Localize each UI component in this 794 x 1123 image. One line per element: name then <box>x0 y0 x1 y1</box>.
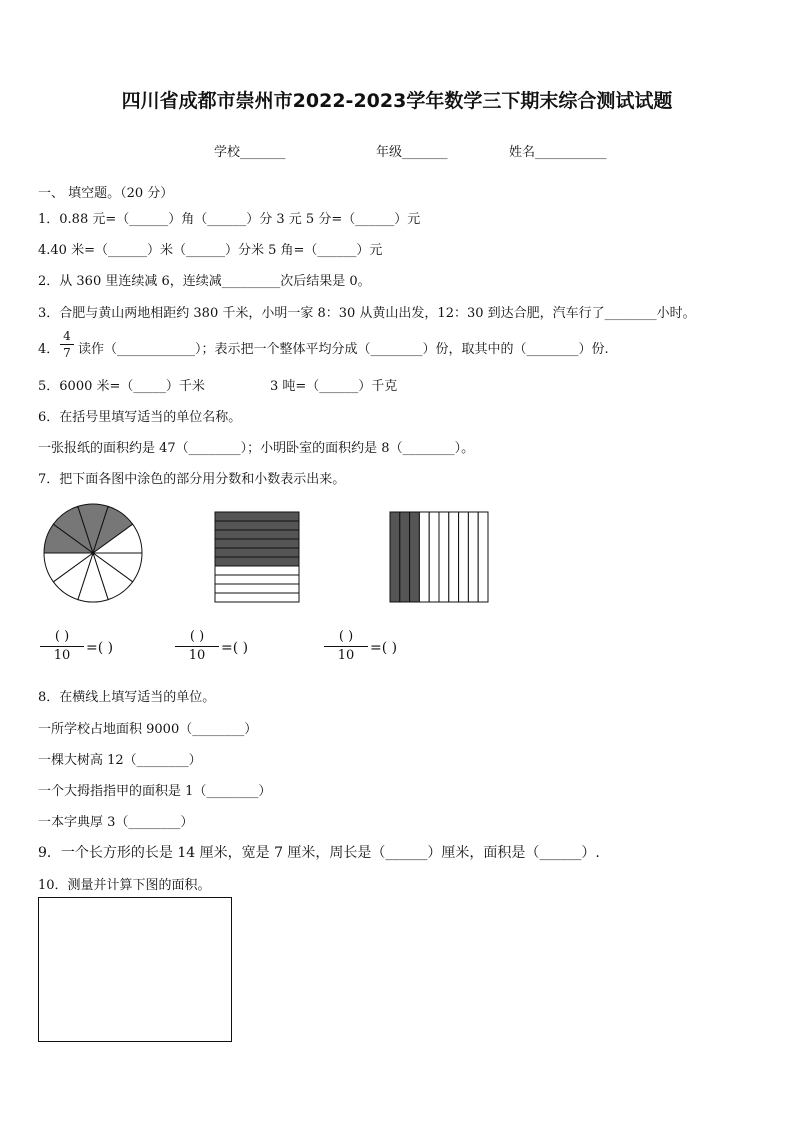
row <box>215 584 299 593</box>
column <box>429 512 439 602</box>
circle-figure <box>42 502 144 604</box>
question-5-left: 5．6000 米=（_____）千米 <box>38 379 205 394</box>
name-field[interactable]: 姓名___________ <box>509 145 607 160</box>
columns-figure <box>389 511 489 603</box>
question-2: 2．从 360 里连续减 6，连续减_________次后结果是 0。 <box>38 274 371 289</box>
row <box>215 575 299 584</box>
shaded-column <box>410 512 420 602</box>
question-8-item: 一个大拇指指甲的面积是 1（________） <box>38 784 272 799</box>
column <box>468 512 478 602</box>
question-9: 9．一个长方形的长是 14 厘米，宽是 7 厘米，周长是（______）厘米，面积是（______）. <box>38 845 600 861</box>
column <box>449 512 459 602</box>
question-1-line-2: 4.40 米=（______）米（______）分米 5 角=（______）元 <box>38 243 383 258</box>
question-4-fraction <box>60 328 74 361</box>
shaded-column <box>400 512 410 602</box>
column <box>419 512 429 602</box>
row <box>215 566 299 575</box>
question-6-line-1: 6．在括号里填写适当的单位名称。 <box>38 410 242 425</box>
fraction-decimal-2[interactable]: =( ) <box>221 640 249 656</box>
grade-field[interactable]: 年级_______ <box>376 145 448 160</box>
fraction-denominator: 10 <box>188 648 206 663</box>
question-8-item: 一所学校占地面积 9000（________） <box>38 722 258 737</box>
shaded-row <box>215 557 299 566</box>
measure-rectangle <box>38 897 232 1042</box>
row <box>215 593 299 602</box>
question-6-line-2: 一张报纸的面积约是 47（________）；小明卧室的面积约是 8（________）。 <box>38 441 475 456</box>
fraction-denominator: 10 <box>53 648 71 663</box>
fraction-decimal-3[interactable]: =( ) <box>370 640 398 656</box>
question-4-text: 读作（____________）；表示把一个整体平均分成（________）份，取其中的（________）份. <box>78 342 609 357</box>
fraction-numerator[interactable]: ( ) <box>40 628 84 647</box>
question-7: 7．把下面各图中涂色的部分用分数和小数表示出来。 <box>38 472 346 487</box>
fraction-answer-2 <box>175 628 219 665</box>
fraction-numerator: 4 <box>60 328 74 345</box>
question-8-item: 一本字典厚 3（________） <box>38 815 194 830</box>
question-8-item: 一棵大树高 12（________） <box>38 753 202 768</box>
page-title: 四川省成都市崇州市2022-2023学年数学三下期末综合测试试题 <box>121 90 673 112</box>
fraction-numerator[interactable]: ( ) <box>175 628 219 647</box>
shaded-row <box>215 530 299 539</box>
question-1-line-1: 1．0.88 元=（______）角（______）分 3 元 5 分=（______）元 <box>38 212 421 227</box>
fraction-decimal-1[interactable]: =( ) <box>86 640 114 656</box>
fraction-denominator: 10 <box>337 648 355 663</box>
question-5-right: 3 吨=（______）千克 <box>270 379 398 394</box>
shaded-row <box>215 512 299 521</box>
fraction-answer-1 <box>40 628 84 665</box>
shaded-row <box>215 548 299 557</box>
fraction-numerator[interactable]: ( ) <box>324 628 368 647</box>
question-10: 10．测量并计算下图的面积。 <box>38 878 211 893</box>
fraction-answer-3 <box>324 628 368 665</box>
shaded-row <box>215 539 299 548</box>
column <box>439 512 449 602</box>
school-field[interactable]: 学校_______ <box>214 145 286 160</box>
question-3: 3．合肥与黄山两地相距约 380 千米，小明一家 8：30 从黄山出发，12：30 到达合肥，汽车行了________小时。 <box>38 306 696 321</box>
rows-figure <box>214 511 300 603</box>
section-heading: 一、 填空题。（20 分） <box>38 186 174 201</box>
question-4-prefix: 4． <box>38 342 60 357</box>
column <box>478 512 488 602</box>
shaded-row <box>215 521 299 530</box>
shaded-column <box>390 512 400 602</box>
fraction-denominator: 7 <box>63 346 71 360</box>
column <box>459 512 469 602</box>
question-8: 8．在横线上填写适当的单位。 <box>38 690 216 705</box>
